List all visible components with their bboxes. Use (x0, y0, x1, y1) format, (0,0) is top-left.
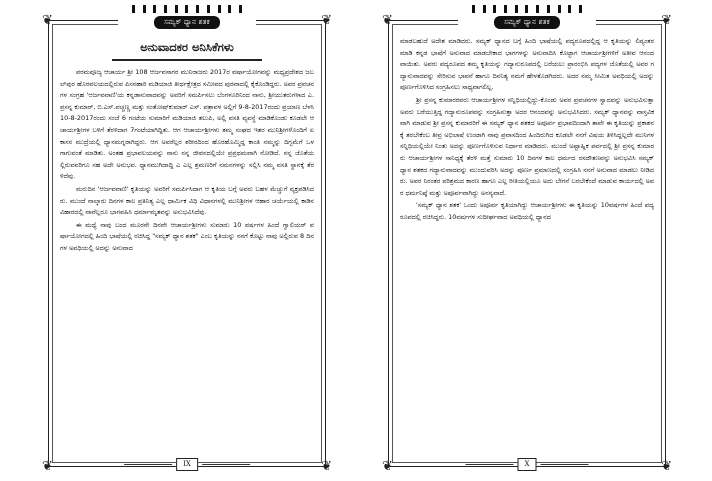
paragraph: 'ಸಮ್ಯಕ್ ಧ್ಯಾನ ಶತಕ' ಒಂದು ಅಪೂರ್ವ ಕೃತಿಯಾಗಿದ್ದು ಆಚಾರ್ಯಶ್ರೀಗಳು ಈ ಕೃತಿಯನ್ನು 10ವರ್ಷಗಳ ಹಿಂದೆ ಪದ್ಯರೂಪದಲ್ಲಿ ರಚಿಸಿದ್ದರು. 10ವರ್ಷಗಳ ಸುದೀರ್ಘವಾದ ಅವಧಿಯಲ್ಲಿ ಧ್ಯಾನದ (400, 201, 654, 221)
running-header: ಸಮ್ಯಕ್ ಧ್ಯಾನ ಶತಕ (154, 16, 220, 29)
corner-ornament-icon: ❦ (661, 459, 672, 474)
paragraph: ಮರುದಿನ 'ಆರ್ಜವವಾಣಿ' ಕೃತಿಯನ್ನು ಅವರಿಗೆ ಸಮರ್ಪಿಸಿದಾಗ ಆ ಕೃತಿಯ ಬಗ್ಗೆ ಅವರು ಬಹಳ ಮೆಚ್ಚುಗೆ ವ್ಯಕ್ತಪಡಿಸಿದರು. ಮುಂದೆ ನಾಲ್ಕಾರು ದಿನಗಳ ಕಾಲ ಪ್ರತಿನಿತ್ಯ ಎಲ್ಲ ಧಾರ್ಮಿಕ ವಿಧಿ ವಿಧಾನಗಳಲ್ಲಿ ಮುನಿಶ್ರೀಗಳ ಆಹಾರ ಚರ್ಯೆಯಲ್ಲಿ ಕಾಡಿನ ವಿಹಾರದಲ್ಲಿ ನಾವೆಲ್ಲರೂ ಭಾಗವಹಿಸಿ ಧರ್ಮಾಮೃತವನ್ನು ಅನುಭವಿಸಿದೆವು. (60, 184, 314, 217)
paragraph: ಮಾಡಬಹುದೆ ಅದೇಶ ಮಾಡಿದರು. ಸಮ್ಯಕ್ ಧ್ಯಾನದ ಬಗ್ಗೆ ಹಿಂದಿ ಭಾಷೆಯಲ್ಲಿ ಪದ್ಯರೂಪದಲ್ಲಿದ್ದ ಆ ಕೃತಿಯನ್ನು ಲಿಪ್ಯಂತರ ಮಾಡಿ ಕನ್ನಡ ಭಾಷೆಗೆ ಅನುವಾದ ಮಾಡಬೇಕಾದ ಭಾಗಗಳನ್ನು ಅನುವಾದಿಸಿ ಕೊಟ್ಟಾಗ ಆಚಾರ್ಯಶ್ರೀಗಳಿಗೆ ಅತೀವ ಆನಂದವಾಯಿತು. ಅವರು ಪದ್ಯರೂಪದ ತಮ್ಮ ಕೃತಿಯನ್ನು ಗದ್ಯಾನುರೂಪದಲ್ಲಿ ಬರೆಯಲು ಪ್ರಾರಂಭಿಸಿ ಪದ್ಯಗಳ ಜೊತೆಯಲ್ಲಿ ಅವರ ಗದ್ಯಾನುವಾದವನ್ನು ಸೇರಿಸುವ ಭಾವನೆ ಹಾಗೂ ದಿನನಿತ್ಯ ನಮಗೆ ಹೇಳತೊಡಗಿದರು. ಅದರ ನಮ್ಮ ಸೀಮಿತ ಅವಧಿಯಲ್ಲಿ ಅದನ್ನು ಪೂರ್ಣಗೊಳಿಸಿದ ಸಂಗ್ರಹಿಸಲು ಸಾಧ್ಯವಾಗಲಿಲ್ಲ. (400, 37, 654, 92)
divider (466, 464, 514, 465)
header-crest (118, 4, 256, 30)
corner-ornament-icon: ❦ (661, 13, 672, 28)
divider (202, 464, 250, 465)
page-number: X (518, 458, 537, 471)
running-header: ಸಮ್ಯಕ್ ಧ್ಯಾನ ಶತಕ (494, 16, 560, 29)
paragraph: ಈ ಮಧ್ಯೆ ನಾವು ಬಂದ ಮೂರನೇ ದಿನವೇ ಆಚಾರ್ಯಶ್ರೀಗಳು ಸುಮಾರು 10 ವರ್ಷಗಳ ಹಿಂದೆ ಗ್ವಾಲಿಯರ್ ವರ್ಷಾಯೋಗದಲ್ಲಿ ಹಿಂದಿ ಭಾಷೆಯಲ್ಲಿ ರಚಿಸಿದ್ದ "ಸಮ್ಯಕ್ ಧ್ಯಾನ ಶತಕ" ಎಂಬ ಕೃತಿಯನ್ನು ನನಗೆ ಕೊಟ್ಟು ನಾವು ಅಲ್ಲಿರುವ 8 ದಿನಗಳ ಅವಧಿಯಲ್ಲಿ ಅದನ್ನು ಅನುವಾದ (60, 220, 314, 252)
corner-ornament-icon: ❦ (42, 459, 53, 474)
page-body (60, 38, 314, 453)
page-number-block (124, 458, 250, 471)
paragraph: ಶ್ರೀ ಪ್ರಸನ್ನ ಕುಮಾರರವರು ಆಚಾರ್ಯಶ್ರೀಗಳ ಸನ್ನಿಧಿಯಲ್ಲಿದ್ದು-ಕೊಂಡು ಅವರ ಪ್ರವಚನಗಳ ಸ್ವಾದವನ್ನು ಅನುಭವಿಸುತ್ತಾ ಅವರು ಬರೆಯುತ್ತಿದ್ದ ಗದ್ಯಾನುರೂಪವನ್ನು ಸಂಗ್ರಹಿಸುತ್ತಾ ಅದರ ಆನಂದವನ್ನು ಅನುಭವಿಸಿದರು. ಸಮ್ಯಕ್ ಧ್ಯಾನವನ್ನು ವಾಸ್ತವಿಕವಾಗಿ ಮಾಡುವ ಶ್ರೀ ಪ್ರಸನ್ನ ಕುಮಾರರಿಗೆ ಈ ಸಮ್ಯಕ್ ಧ್ಯಾನ ಶತಕದ ಅಪೂರ್ವ ಪ್ರಭಾವದಿಂದಾಗಿ ತಾವೇ ಈ ಕೃತಿಯನ್ನು ಪ್ರಕಾಶನಕ್ಕೆ ತರಬೇಕೆಂಬ ತೀವ್ರ ಅಭಿಲಾಷೆ ಉಂಟಾಗಿ ನಾವು ಪ್ರವಾಸದಿಂದ ಹಿಂದಿರುಗಿದ ಕೂಡಲೇ ನನಗೆ ವಿಷಯ ತಿಳಿಸಿದ್ದಲ್ಲದೇ ಮುನಿಗಳ ಸನ್ನಿಧಿಯಲ್ಲಿಯೇ ನಿಂತು ಅದನ್ನು ಪೂರ್ಣಗೊಳಿಸುವ ನಿರ್ಧಾರ ಮಾಡಿದರು. ಮುಂದೆ ಅಷ್ಟಾಹ್ನಿಕ ಪರ್ವದಲ್ಲಿ ಶ್ರೀ ಪ್ರಸನ್ನ ಕುಮಾರರು ಆಚಾರ್ಯಶ್ರೀಗಳ ಸಾನಿಧ್ಯಕ್ಕೆ ತೆರಳಿ ಮತ್ತೆ ಸುಮಾರು 10 ದಿನಗಳ ಕಾಲ ಧರ್ಮದ ರಸದೌತಣವನ್ನು ಅನುಭವಿಸಿ ಸಮ್ಯಕ್ ಧ್ಯಾನ ಶತಕದ ಗದ್ಯಾನುವಾದವನ್ನು ಮುಂದುವರಿಸಿ ಅದನ್ನು ಪೂರ್ಣ ಪ್ರಮಾಣದಲ್ಲಿ ಸಂಗ್ರಹಿಸಿ ನನಗೆ ಅನುವಾದ ಮಾಡಲು ನೀಡಿದರು. ಅವರ ನಿರಂತರ ಪರಿಶ್ರಮದ ಕಾರಣ ಹಾಗೂ ಎಲ್ಲ ರೀತಿಯಲ್ಲಿಯೂ ಅದು ಬೇಗನೆ ಬರಬೇಕೆಂದೆ ಮಾಡುವ ಕಾರ್ಯದಲ್ಲಿ ಅವರ ಧರ್ಮನಿಷ್ಠೆ ಮತ್ತು ಅಪೂರ್ವವಾಗಿದ್ದು ಅನನ್ಯವಾದೆ. (400, 95, 654, 197)
book-page-right (378, 0, 676, 481)
heading-underline (112, 59, 262, 61)
page-number: IX (176, 458, 198, 471)
pillar-crest-icon (132, 5, 242, 13)
pillar-crest-icon (472, 5, 582, 13)
divider (540, 464, 588, 465)
header-crest (458, 4, 596, 30)
page-number-block (466, 458, 589, 471)
corner-ornament-icon: ❦ (321, 13, 332, 28)
book-page-left (38, 0, 336, 481)
paragraph: ಪರಮಪೂಜ್ಯ ಆಚಾರ್ಯ ಶ್ರೀ 108 ಆರ್ಜವಸಾಗರ ಮುನಿರಾಜರು 2017ರ ವರ್ಷಾಯೋಗವನ್ನು ಮಧ್ಯಪ್ರದೇಶದ ಜಬಲ್‌ಪುರ ಹೊರವಲಯದಲ್ಲಿರುವ ಪಿಸನಹಾರಿ ಮಡಿಯಾಜಿ ತೀರ್ಥಕ್ಷೇತ್ರದ ಸಮೀಪದ ಪುರವಾದಲ್ಲಿ ಕೈಕೊಂಡಿದ್ದರು. ಅವರ ಪ್ರವಚನಗಳ ಸಂಗ್ರಹ 'ಆರ್ಜವವಾಣಿ'ಯ ಕನ್ನಡಾನುವಾದವನ್ನು ಅವರಿಗೆ ಸಮರ್ಪಿಸಲು ಬೆಂಗಳೂರಿನಿಂದ ನಾನು, ಶ್ರೀಯುತರುಗಳಾದ ಎ. ಪ್ರಸನ್ನ ಕುಮಾರ್, ಬಿ.ಎಸ್.ಪಚ್ಚಣ್ಣ ಮತ್ತು ಸಂತೋಷ್‌ಕುಮಾರ್ ಎಸ್. ಪತ್ರಾವಳ ಅಲ್ಲಿಗೆ 9-8-2017ರಂದು ಪ್ರಯಾಣ ಬೆಳಸಿ 10-8-2017ರಂದು ಸಂಜೆ 6 ಗಂಟೆಯ ಸುಮಾರಿಗೆ ಮಡಿಯಾಜಿ ತಲುಪಿ, ಅಲ್ಲಿ ವಸತಿ ವ್ಯವಸ್ಥೆ ಮಾಡಿಕೊಂಡು ಕೂಡಲೇ ಆಚಾರ್ಯಶ್ರೀಗಳ ಬಳಿಗೆ ತೆರಳಿದಾಗ 7ಗಂಟೆಯಾಗಿದ್ದಿತು. ಆಗ ಆಚಾರ್ಯಶ್ರೀಗಳು ತಮ್ಮ ಸಂಘದ ಇತರ ಮುನಿಶ್ರೀಗಳೊಂದಿಗೆ ಏಕಾಸನ ಮುದ್ರೆಯಲ್ಲಿ ಧ್ಯಾನಮಗ್ನರಾಗಿದ್ದರು. ಆಗ ಅವರೆಲ್ಲರ ಶರೀರದಿಂದ ಹೊರಹೊಮ್ಮಿದ್ದ ಕಾಂತಿ ನಮ್ಮನ್ನು ದಿಗ್ಭಮೆಗೆ ಒಳಗಾಗುವಂತೆ ಮಾಡಿತು. ಅಂತಹ ಪ್ರಭಾವಲಯವನ್ನು ನಾನು ನನ್ನ ಜೀವನದಲ್ಲಿಯೇ ಪ್ರಪ್ರಥಮವಾಗಿ ನೋಡಿದೆ. ನನ್ನ ಜೊತೆಯಲ್ಲಿರುವವರಿಗೂ ಸಹ ಅದೇ ಅನುಭವ. ಧ್ಯಾನಮುಗಿದಾದ್ದಿ ಎ ಎಲ್ಲ ಶ್ರಮಣರಿಗೆ ನಮನಗಳನ್ನು ಸಲ್ಲಿಸಿ ನಮ್ಮ ವಸತಿ ಸ್ಥಾನಕ್ಕೆ ತೆರಳಿದೆವು. (60, 68, 314, 181)
divider (124, 464, 172, 465)
page-body (400, 36, 654, 453)
section-heading: ಅನುವಾದಕರ ಅನಿಸಿಕೆಗಳು (140, 40, 234, 54)
corner-ornament-icon: ❦ (382, 459, 393, 474)
corner-ornament-icon: ❦ (382, 13, 393, 28)
corner-ornament-icon: ❦ (321, 459, 332, 474)
corner-ornament-icon: ❦ (42, 13, 53, 28)
